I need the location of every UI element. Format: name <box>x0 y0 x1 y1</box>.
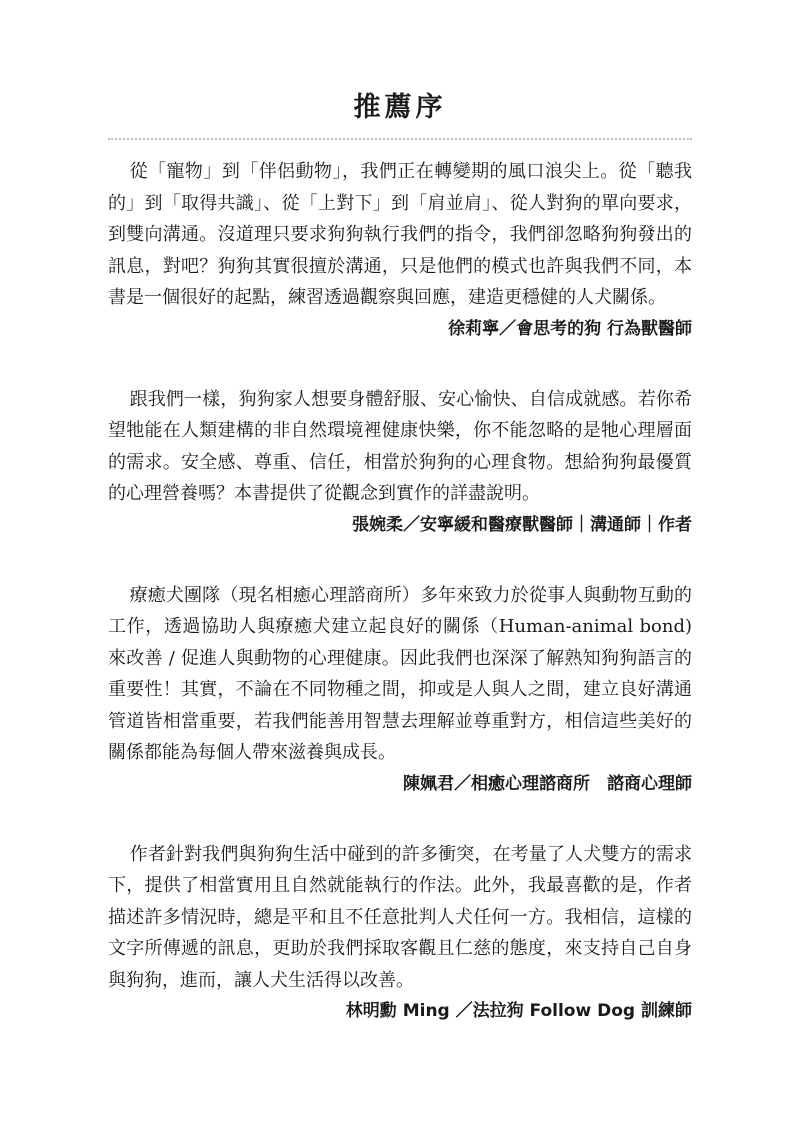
endorsement-text: 療癒犬團隊（現名相癒心理諮商所）多年來致力於從事人與動物互動的工作，透過協助人與療癒犬建立起良好的關係（Human-animal bond) 來改善 / 促進人與動物的心理健康。因此我們也深深了解熟知狗狗語言的重要性！其實，不論在不同物種之間，抑或是人與人之間，建立良好溝通管道皆相當重要，若我們能善用智慧去理解並尊重對方，相信這些美好的關係都能為每個人帶來滋養與成長。 <box>108 584 692 763</box>
endorsement-list <box>108 156 692 1066</box>
endorsement-signature: 徐莉寧／會思考的狗 行為獸醫師 <box>448 318 692 339</box>
endorsement-1 <box>108 156 692 344</box>
endorsement-2 <box>108 384 692 540</box>
page <box>108 0 692 1135</box>
endorsement-4 <box>108 839 692 1027</box>
endorsement-signature: 陳姵君／相癒心理諮商所 諮商心理師 <box>403 773 692 794</box>
page-title: 推薦序 <box>353 92 447 123</box>
endorsement-text: 跟我們一樣，狗狗家人想要身體舒服、安心愉快、自信成就感。若你希望牠能在人類建構的非自然環境裡健康快樂，你不能忽略的是牠心理層面的需求。安全感、尊重、信任，相當於狗狗的心理食物。想給狗狗最優質的心理營養嗎？本書提供了從觀念到實作的詳盡說明。 <box>108 388 692 504</box>
endorsement-text: 作者針對我們與狗狗生活中碰到的許多衝突，在考量了人犬雙方的需求下，提供了相當實用且自然就能執行的作法。此外，我最喜歡的是，作者描述許多情況時，總是平和且不任意批判人犬任何一方。我相信，這樣的文字所傳遞的訊息，更助於我們採取客觀且仁慈的態度，來支持自己自身與狗狗，進而，讓人犬生活得以改善。 <box>108 843 692 991</box>
endorsement-text: 從「寵物」到「伴侶動物」，我們正在轉變期的風口浪尖上。從「聽我的」到「取得共識」、從「上對下」到「肩並肩」、從人對狗的單向要求，到雙向溝通。沒道理只要求狗狗執行我們的指令，我們卻忽略狗狗發出的訊息，對吧？狗狗其實很擅於溝通，只是他們的模式也許與我們不同，本書是一個很好的起點，練習透過觀察與回應，建造更穩健的人犬關係。 <box>108 161 692 308</box>
endorsement-signature: 張婉柔／安寧緩和醫療獸醫師｜溝通師｜作者 <box>352 514 692 535</box>
endorsement-3 <box>108 580 692 799</box>
endorsement-signature: 林明勳 Ming ／法拉狗 Follow Dog 訓練師 <box>345 1001 692 1021</box>
title-divider <box>108 138 692 140</box>
